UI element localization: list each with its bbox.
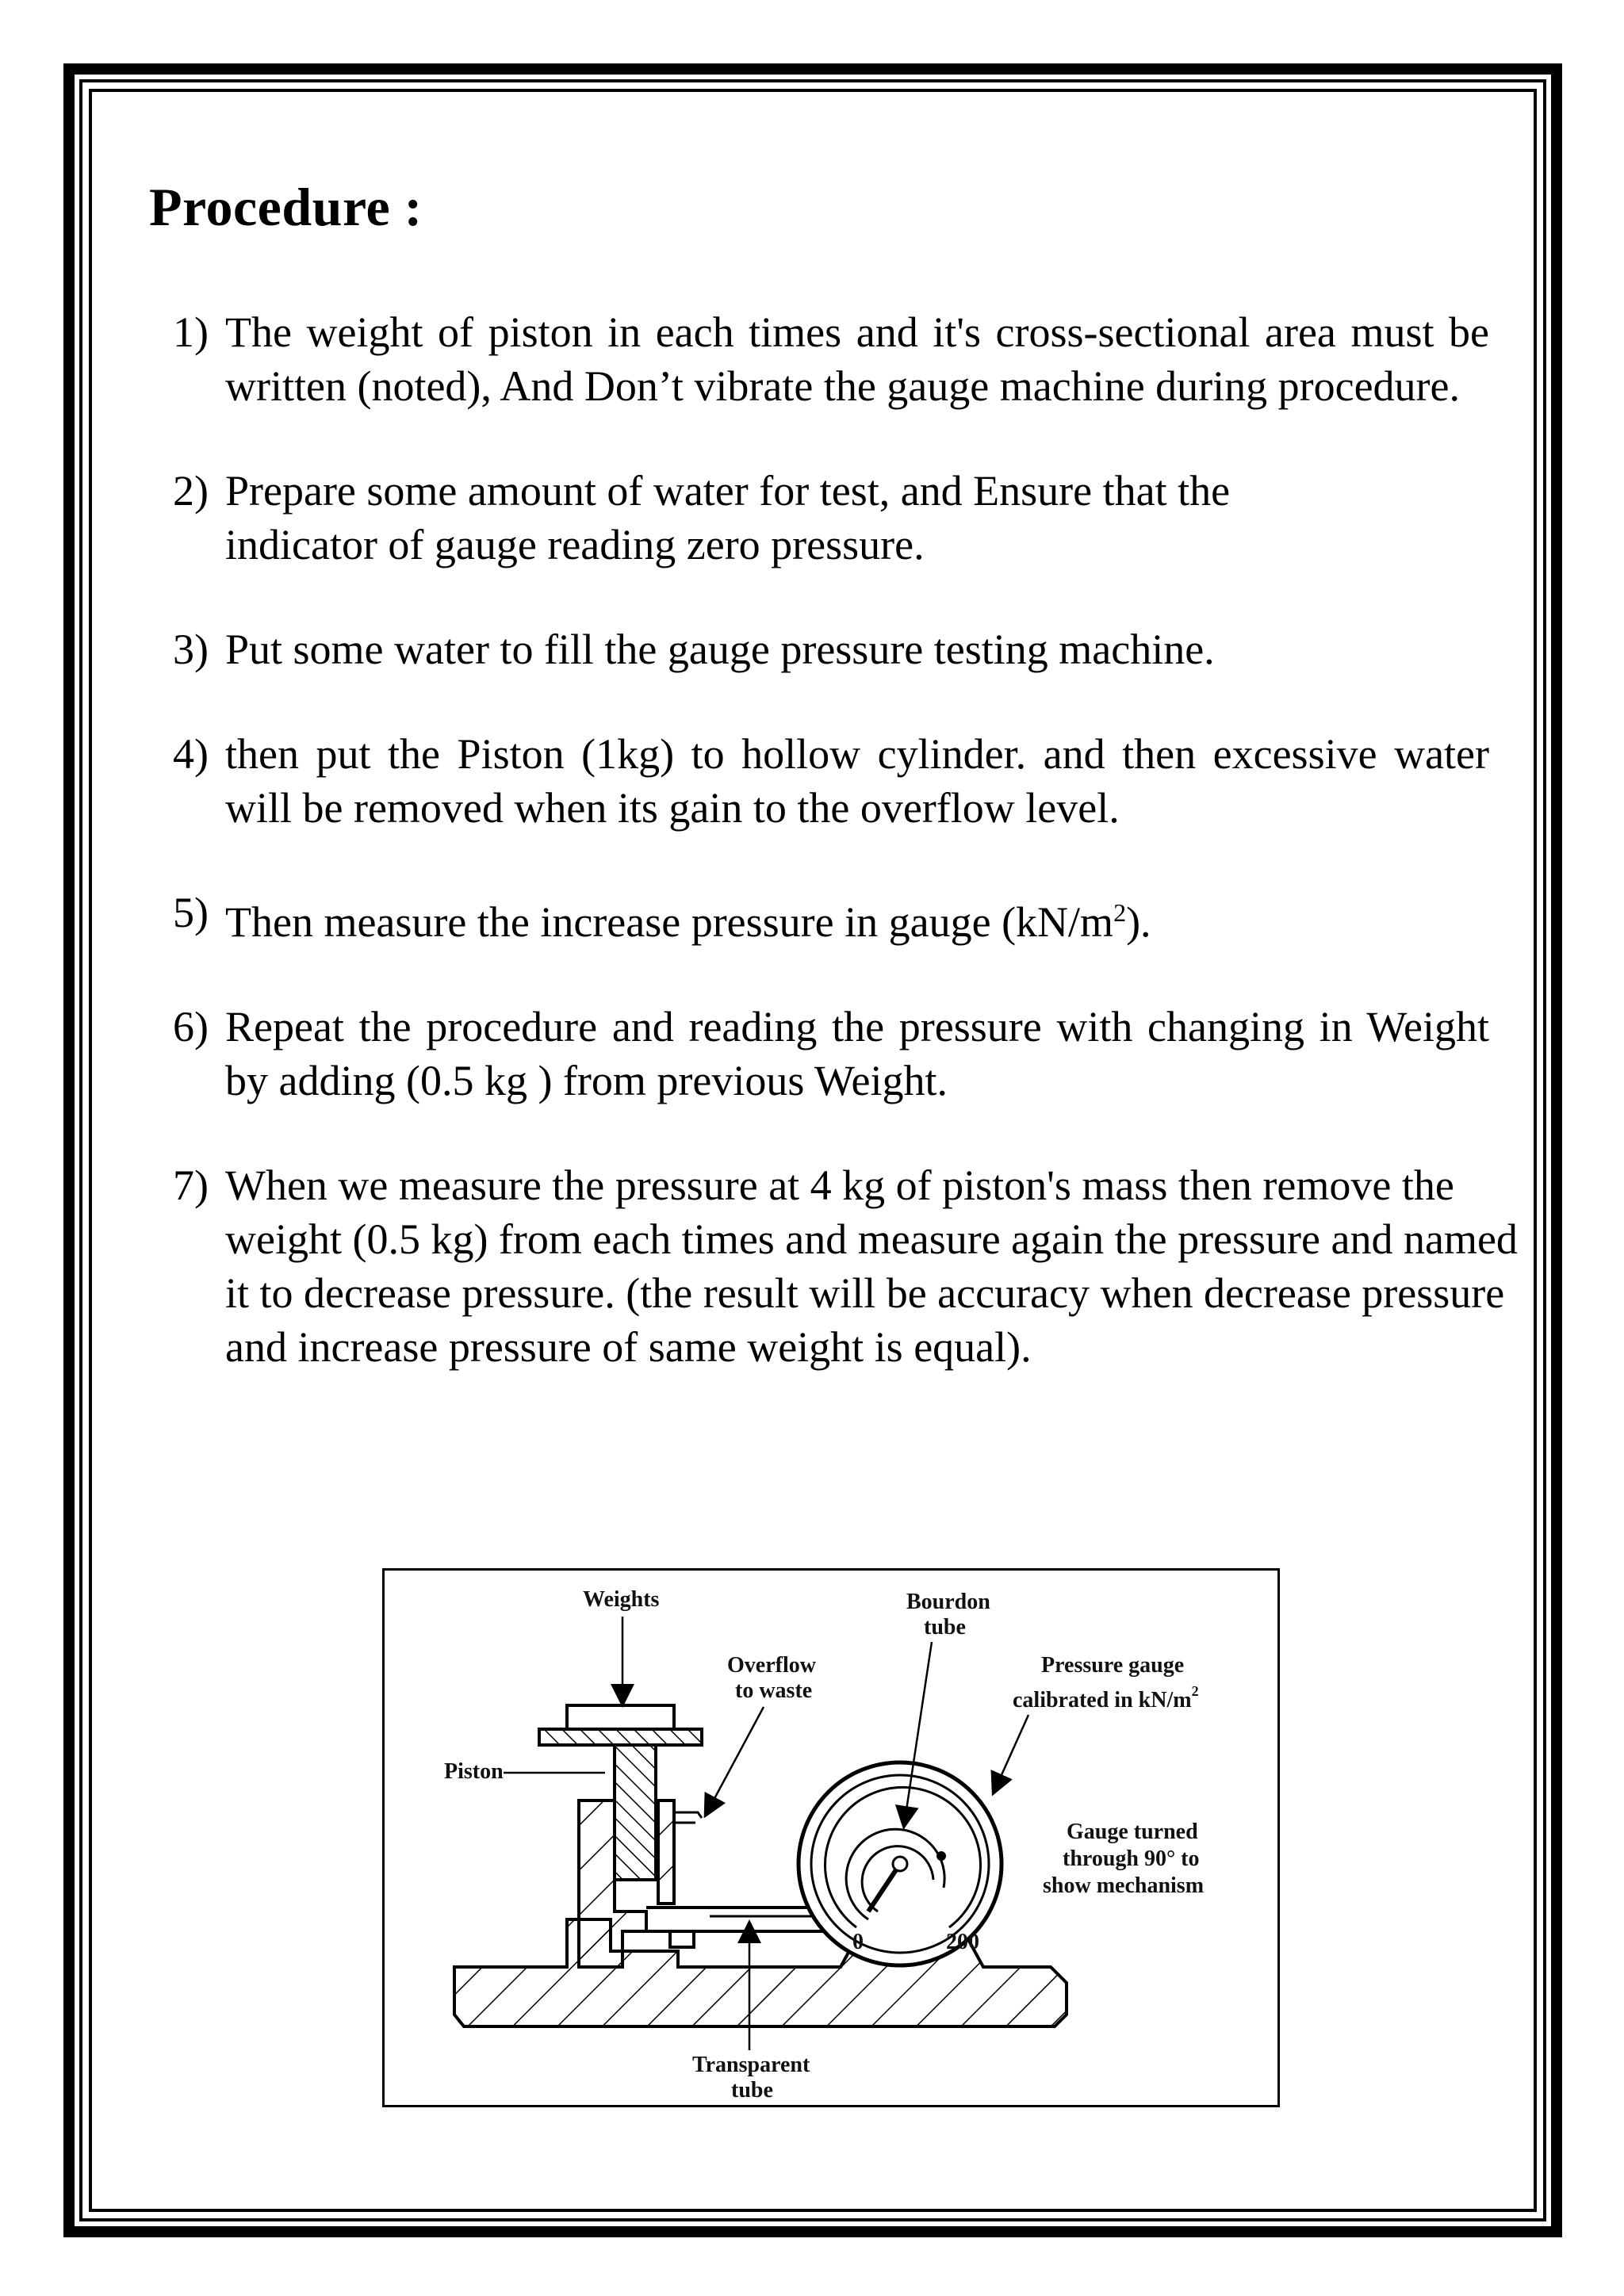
step-number: 5) (173, 889, 209, 936)
step-text: Prepare some amount of water for test, and Ensure that the indicator of gauge reading zero pressure. (225, 467, 1231, 568)
procedure-step-4 (173, 727, 1489, 835)
label-overflow: Overflow (727, 1653, 816, 1678)
step-text: When we measure the pressure at 4 kg of piston's mass then remove the weight (0.5 kg) from each times and measure again the pressure and named it to decrease pressure. (the result will be accuracy when decrease pressure and increase pressure of same weight is equal). (225, 1161, 1518, 1371)
procedure-step-1 (173, 305, 1489, 413)
label-show-mechanism: show mechanism (1043, 1873, 1205, 1898)
dial-label-200: 200 (946, 1930, 979, 1954)
weight-block (567, 1705, 674, 1729)
label-transparent-tube: tube (731, 2078, 773, 2103)
procedure-step-7 (173, 1158, 1526, 1374)
step-number: 6) (173, 1003, 209, 1050)
label-bourdon-tube: tube (924, 1615, 966, 1640)
step-text: Repeat the procedure and reading the pressure with changing in Weight by adding (0.5 kg ) from previous Weight. (225, 1003, 1489, 1104)
procedure-step-6 (173, 1000, 1489, 1108)
cylinder-housing-right (658, 1800, 674, 1904)
step-text-end: ). (1126, 898, 1151, 946)
step-number: 3) (173, 626, 209, 673)
step-text: then put the Piston (1kg) to hollow cylinder. and then excessive water will be removed when its gain to the overflow level. (225, 730, 1489, 832)
procedure-list (173, 305, 1518, 1374)
transparent-tube (646, 1908, 829, 1947)
step-number: 1) (173, 308, 209, 356)
superscript: 2 (1113, 898, 1127, 927)
label-calibrated: calibrated in $kN/m^2$ (1013, 1683, 1199, 1712)
procedure-step-2 (173, 464, 1351, 572)
label-overflow-waste: to waste (735, 1678, 813, 1703)
label-transparent: Transparent (692, 2053, 810, 2077)
piston-rod (615, 1745, 656, 1880)
step-number: 2) (173, 467, 209, 515)
label-pressure-gauge: Pressure gauge (1041, 1653, 1185, 1678)
page-title: Procedure : (149, 177, 423, 237)
overflow-spout (674, 1812, 702, 1823)
apparatus-figure (382, 1568, 1280, 2107)
label-weights: Weights (583, 1587, 660, 1612)
step-text: The weight of piston in each times and it's cross-sectional area must be written (noted), And Don’t vibrate the gauge machine during procedure. (225, 308, 1489, 410)
label-bourdon: Bourdon (906, 1590, 990, 1614)
step-number: 7) (173, 1161, 209, 1209)
label-through-90: through 90° to (1063, 1846, 1200, 1871)
piston-plate (539, 1729, 702, 1745)
step-number: 4) (173, 730, 209, 778)
procedure-step-3 (173, 622, 1489, 676)
dial-label-zero: 0 (852, 1930, 864, 1954)
step-text: Put some water to fill the gauge pressure testing machine. (225, 626, 1215, 673)
step-text (225, 886, 1489, 949)
label-gauge-turned: Gauge turned (1067, 1820, 1198, 1844)
step-text-main: Then measure the increase pressure in gauge (kN/m (225, 898, 1114, 946)
label-piston: Piston (444, 1759, 504, 1784)
deadweight-tester-diagram (385, 1571, 1277, 2105)
procedure-step-5 (173, 886, 1489, 949)
